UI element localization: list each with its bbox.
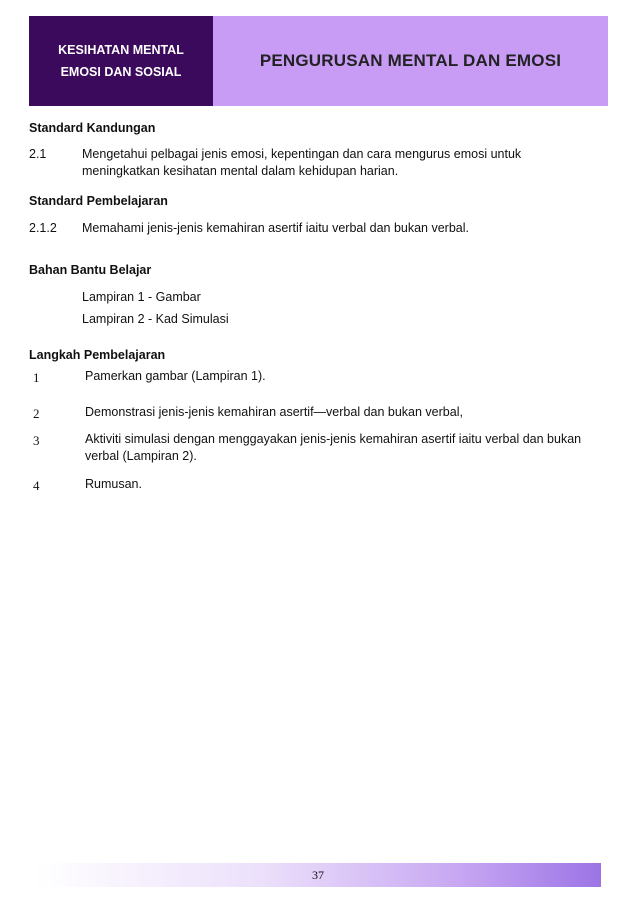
- title-band: [213, 16, 608, 106]
- subject-band: [29, 16, 213, 106]
- standard-kandungan-text-2: meningkatkan kesihatan mental dalam kehidupan harian.: [82, 164, 399, 178]
- standard-pembelajaran-number: 2.1.2: [29, 221, 57, 235]
- langkah-heading: Langkah Pembelajaran: [29, 348, 166, 362]
- step-text-continued: verbal (Lampiran 2).: [85, 449, 197, 463]
- bahan-heading: Bahan Bantu Belajar: [29, 263, 152, 277]
- step-number: 4: [33, 478, 40, 493]
- step-text: Rumusan.: [85, 477, 142, 491]
- page-number: 37: [312, 868, 324, 882]
- step-number: 1: [33, 370, 40, 385]
- subject-line-2: EMOSI DAN SOSIAL: [60, 65, 182, 79]
- bahan-item: Lampiran 2 - Kad Simulasi: [82, 312, 229, 326]
- bahan-item: Lampiran 1 - Gambar: [82, 290, 201, 304]
- step-text: Aktiviti simulasi dengan menggayakan jenis-jenis kemahiran asertif iaitu verbal dan bukan: [85, 432, 582, 446]
- step-text: Pamerkan gambar (Lampiran 1).: [85, 369, 266, 383]
- standard-kandungan-heading: Standard Kandungan: [29, 121, 156, 135]
- subject-line-1: KESIHATAN MENTAL: [58, 43, 184, 57]
- step-text: Demonstrasi jenis-jenis kemahiran asertif—verbal dan bukan verbal,: [85, 405, 463, 419]
- standard-pembelajaran-heading: Standard Pembelajaran: [29, 194, 168, 208]
- standard-kandungan-text-1: Mengetahui pelbagai jenis emosi, kepentingan dan cara mengurus emosi untuk: [82, 147, 522, 161]
- standard-kandungan-number: 2.1: [29, 147, 47, 161]
- standard-pembelajaran-text: Memahami jenis-jenis kemahiran asertif iaitu verbal dan bukan verbal.: [82, 221, 469, 235]
- step-number: 3: [33, 433, 40, 448]
- page-header: [29, 16, 608, 106]
- page-footer: [35, 863, 601, 887]
- page-title: PENGURUSAN MENTAL DAN EMOSI: [259, 51, 562, 70]
- step-number: 2: [33, 406, 40, 421]
